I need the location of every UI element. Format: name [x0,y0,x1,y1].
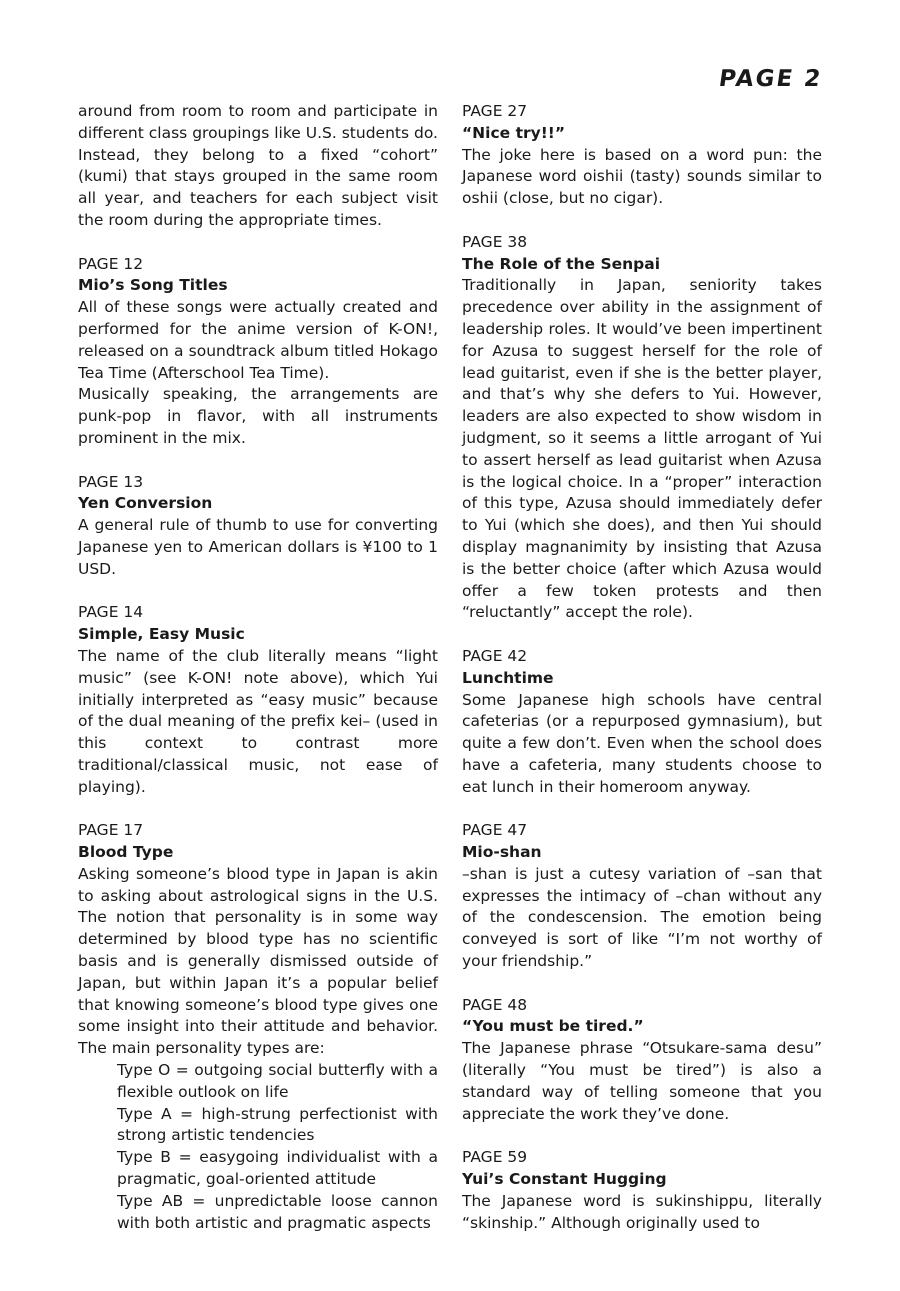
page-ref: PAGE 38 [462,232,528,251]
list-item: Type O = outgoing social butterfly with a flexible outlook on life [117,1061,438,1101]
note-title: Yui’s Constant Hugging [462,1170,667,1189]
list-item: Type B = easygoing individualist with a pragmatic, goal-oriented attitude [117,1148,438,1189]
note-paragraph: Traditionally in Japan, seniority takes precedence over ability in the assignment of leadership roles. It would’ve been impertinent for Azusa to suggest herself for the role of lead guitarist, even if she is the better player, and that’s why she defers to Yui. However, leaders are also expected to show wisdom in judgment, so it seems a little arrogant of Yui to assert herself as lead guitarist when Azusa is the logical choice. In a “proper” interaction of this type, Azusa should immediately defer to Yui (which she does), and then Yui should display magnanimity by insisting that Azusa is the better choice (after which Azusa would offer a few token protests and then “reluctantly” accept the role). [462,276,822,622]
note-page-12 [78,254,438,450]
page-number-mark: PAGE 2 [717,66,824,92]
note-paragraph: The Japanese word is sukinshippu, literally “skinship.” Although originally used to [462,1191,822,1232]
note-paragraph: Some Japanese high schools have central cafeterias (or a repurposed gymnasium), but quite a few don’t. Even when the school does have a cafeteria, many students choose to eat lunch in their homeroom anyway. [462,690,822,796]
list-item: Type A = high-strung perfectionist with strong artistic tendencies [117,1104,438,1145]
note-paragraph: Asking someone’s blood type in Japan is akin to asking about astrological signs in the U.S. The notion that personality is in some way determined by blood type has no scientific basis and is generally dismissed outside of Japan, but within Japan it’s a popular belief that knowing someone’s blood type gives one some insight into their attitude and behavior. The main personality types are: [78,864,438,1058]
note-page-14 [78,602,438,798]
note-title: “Nice try!!” [462,123,566,142]
note-page-59 [462,1147,822,1234]
list-item: Type AB = unpredictable loose cannon with both artistic and pragmatic aspects [117,1191,438,1232]
page-ref: PAGE 13 [78,472,144,491]
note-paragraph: All of these songs were actually created and performed for the anime version of K-ON!, released on a soundtrack album titled Hokago Tea Time (Afterschool Tea Time). [78,298,438,382]
note-paragraph: The Japanese phrase “Otsukare-sama desu” (literally “You must be tired”) is also a standard way of telling someone that you appreciate the work they’ve done. [462,1039,822,1123]
page-ref: PAGE 42 [462,646,528,665]
note-page-38 [462,232,822,624]
note-page-27 [462,101,822,210]
note-title: Yen Conversion [78,494,213,513]
right-column [462,101,822,1256]
note-title: Lunchtime [462,668,554,687]
note-paragraph: –shan is just a cutesy variation of –san that expresses the intimacy of –chan without any of the condescension. The emotion being conveyed is sort of like “I’m not worthy of your friendship.” [462,864,822,971]
note-title: Simple, Easy Music [78,625,245,644]
note-title: Blood Type [78,843,174,862]
intro-section [78,101,438,232]
note-page-17 [78,820,438,1234]
note-paragraph: A general rule of thumb to use for converting Japanese yen to American dollars is ¥100 to 1 USD. [78,516,438,578]
left-column [78,101,438,1256]
note-paragraph: Musically speaking, the arrangements are punk-pop in flavor, with all instruments prominent in the mix. [78,385,438,447]
page-ref: PAGE 27 [462,102,528,120]
note-page-13 [78,472,438,581]
page-ref: PAGE 14 [78,603,144,622]
note-page-42 [462,646,822,799]
note-title: Mio’s Song Titles [78,276,228,295]
note-title: Mio-shan [462,843,542,862]
note-page-48 [462,995,822,1126]
note-paragraph: The name of the club literally means “light music” (see K-ON! note above), which Yui initially interpreted as “easy music” because of the dual meaning of the prefix kei– (used in this context to contrast more traditional/classical music, not ease of playing). [78,646,438,796]
page-ref: PAGE 17 [78,821,144,840]
note-title: The Role of the Senpai [462,254,661,273]
intro-paragraph: around from room to room and participate in different class groupings like U.S. students do. Instead, they belong to a fixed “cohort” (kumi) that stays grouped in the same room all year, and teachers for each subject visit the room during the appropriate times. [78,102,438,229]
note-paragraph: The joke here is based on a word pun: the Japanese word oishii (tasty) sounds similar to oshii (close, but no cigar). [462,145,822,208]
note-title: “You must be tired.” [462,1017,644,1036]
page-ref: PAGE 48 [462,995,528,1014]
page-ref: PAGE 59 [462,1148,528,1167]
note-page-47 [462,820,822,973]
page-ref: PAGE 12 [78,254,144,273]
page-ref: PAGE 47 [462,821,528,840]
